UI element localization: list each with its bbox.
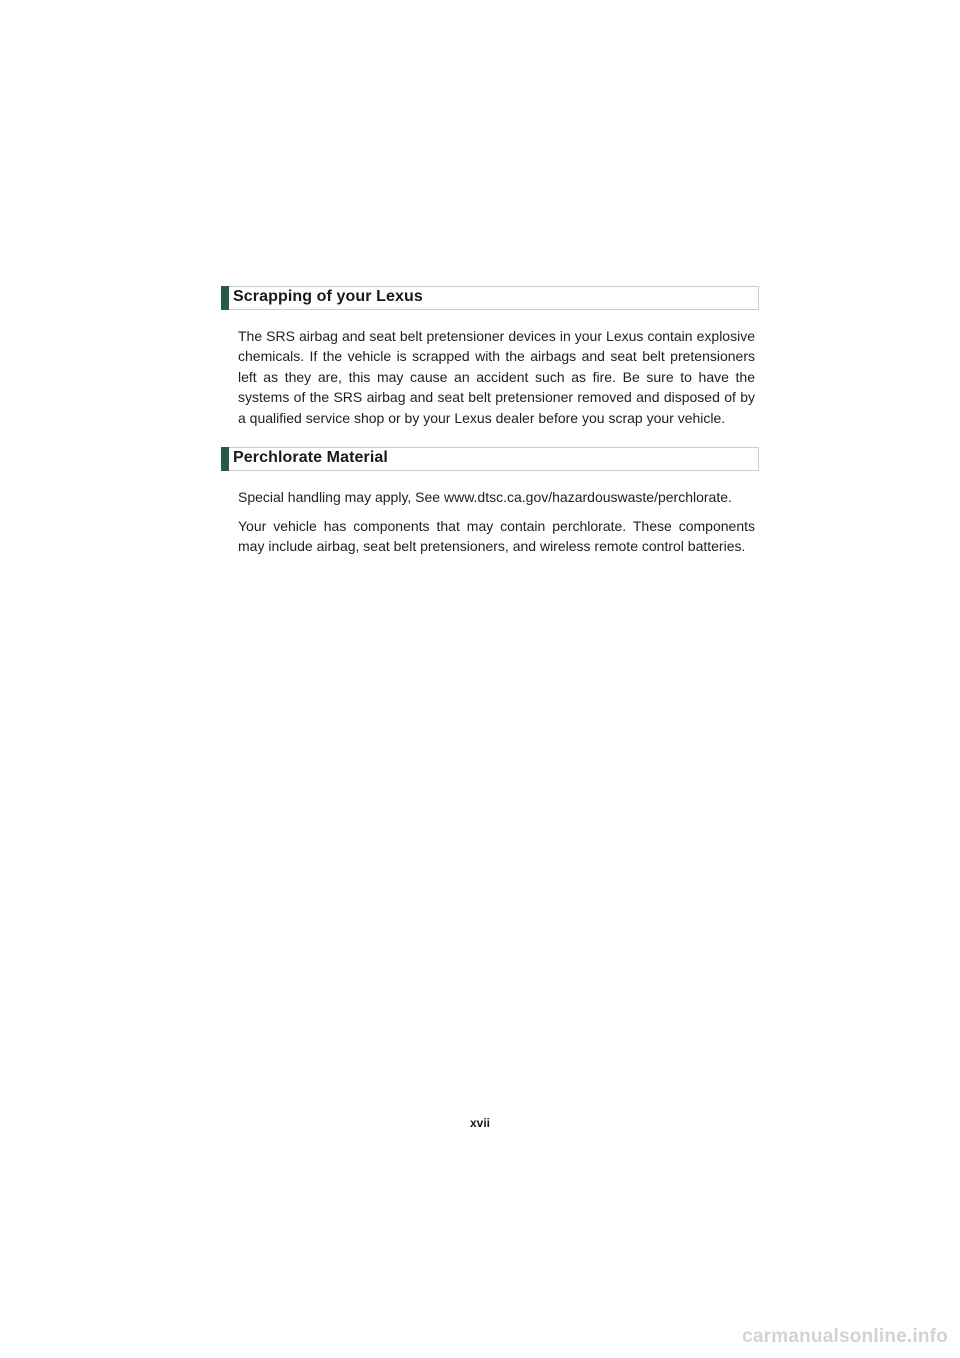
section-header-scrapping (221, 286, 759, 310)
section-title: Perchlorate Material (233, 449, 388, 466)
perchlorate-components-paragraph: Your vehicle has components that may contain perchlorate. These components may include airbag, seat belt pretensioners, and wireless remote control batteries. (238, 518, 755, 555)
section-title: Scrapping of your Lexus (233, 288, 423, 305)
section-accent-bar (221, 286, 229, 310)
perchlorate-handling-paragraph: Special handling may apply, See www.dtsc.ca.gov/hazardouswaste/perchlorate. (238, 489, 732, 505)
section-accent-bar (221, 447, 229, 471)
section-header-perchlorate (221, 447, 759, 471)
watermark: carmanualsonline.info (742, 1326, 948, 1347)
page-number: xvii (469, 1116, 490, 1130)
scrapping-paragraph: The SRS airbag and seat belt pretensioner devices in your Lexus contain explosive chemicals. If the vehicle is scrapped with the airbags and seat belt pretensioners left as they are, this may cause an accident such as fire. Be sure to have the systems of the SRS airbag and seat belt pretensioner removed and disposed of by a qualified service shop or by your Lexus dealer before you scrap your vehicle. (238, 328, 755, 426)
